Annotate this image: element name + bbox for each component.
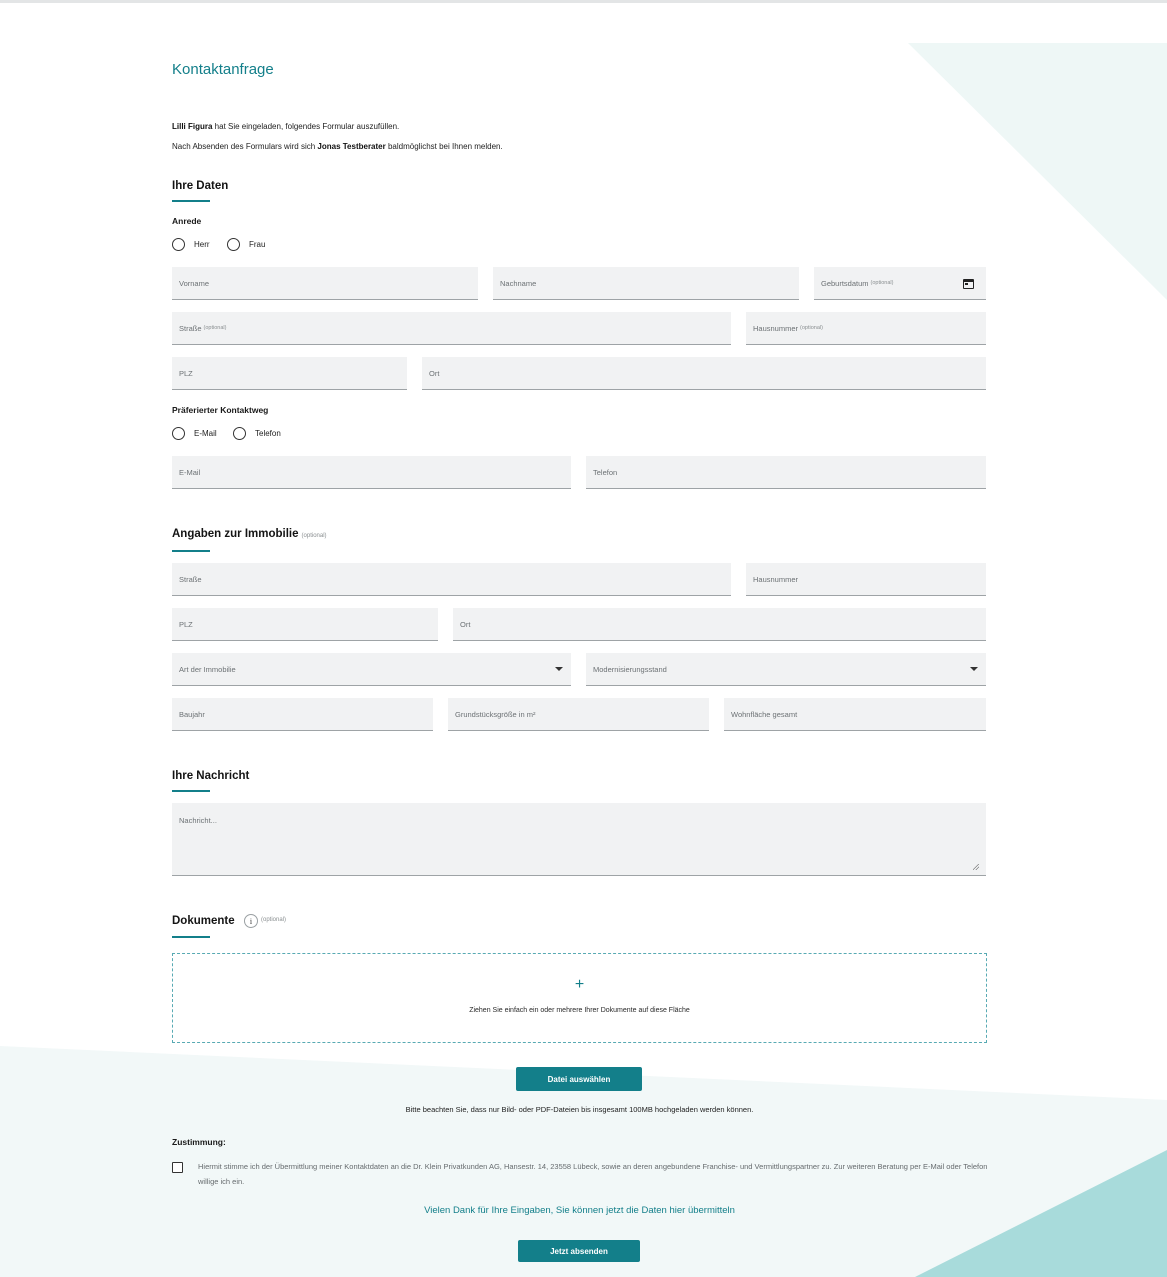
email-placeholder: E-Mail: [179, 467, 201, 477]
hausnummer-field[interactable]: [746, 312, 986, 345]
intro-invitation-text: hat Sie eingeladen, folgendes Formular auszufüllen.: [212, 122, 400, 131]
consent-text: Hiermit stimme ich der Übermittlung meiner Kontaktdaten an die Dr. Klein Privatkunden AG, Hansestr. 14, 23558 Lübeck, sowie an deren angebundene Franchise- und Vermittlungspartner zu. Zur weiteren Beratung per E-Mail oder Telefon willige ich ein.: [198, 1162, 988, 1186]
modernisierungsstand-select[interactable]: [586, 653, 986, 686]
hausnummer-placeholder: Hausnummer: [753, 323, 799, 333]
immobilie-heading: Angaben zur Immobilie: [172, 528, 299, 540]
nachname-field[interactable]: [493, 267, 799, 300]
nachname-placeholder: Nachname: [500, 278, 537, 288]
optional-hint: (optional): [203, 325, 227, 331]
nachricht-placeholder: Nachricht...: [179, 816, 217, 825]
immobilie-plz-placeholder: PLZ: [179, 619, 193, 629]
baujahr-field[interactable]: [172, 698, 433, 731]
geburtsdatum-placeholder: Geburtsdatum: [821, 278, 869, 288]
intro-invitation: [172, 122, 399, 132]
intro-followup-pre: Nach Absenden des Formulars wird sich: [172, 142, 318, 151]
telefon-field[interactable]: [586, 456, 986, 489]
plus-icon: +: [574, 976, 585, 993]
thanks-message: Vielen Dank für Ihre Eingaben, Sie können jetzt die Daten hier übermitteln: [424, 1205, 735, 1216]
kontaktweg-label: Präferierter Kontaktweg: [172, 405, 269, 415]
dropzone-hint: Ziehen Sie einfach ein oder mehrere Ihrer Dokumente auf diese Fläche: [469, 1007, 690, 1014]
immobilie-strasse-placeholder: Straße: [179, 574, 202, 584]
modernisierungsstand-placeholder: Modernisierungsstand: [593, 664, 667, 674]
optional-hint: (optional): [870, 280, 894, 286]
email-field[interactable]: [172, 456, 571, 489]
geburtsdatum-field[interactable]: [814, 267, 986, 300]
chevron-down-icon: [970, 667, 978, 671]
optional-hint: (optional): [800, 325, 823, 331]
chevron-down-icon: [555, 667, 563, 671]
nachricht-textarea[interactable]: [172, 803, 986, 876]
radio-herr[interactable]: [172, 238, 210, 251]
advisor-name: Jonas Testberater: [317, 142, 386, 151]
upload-note: Bitte beachten Sie, dass nur Bild- oder PDF-Dateien bis insgesamt 100MB hochgeladen werden können.: [405, 1105, 754, 1114]
radio-kontakt-email[interactable]: [172, 427, 217, 440]
consent-checkbox[interactable]: [172, 1162, 183, 1173]
page-title: Kontaktanfrage: [172, 61, 274, 78]
immobilie-strasse-field[interactable]: [172, 563, 731, 596]
section-underline: [172, 200, 210, 202]
radio-label-email: E-Mail: [194, 429, 217, 438]
strasse-field[interactable]: [172, 312, 731, 345]
section-title-dokumente: Dokumente: [172, 915, 235, 927]
immobilie-hausnummer-placeholder: Hausnummer: [753, 574, 799, 584]
zustimmung-label: Zustimmung:: [172, 1137, 226, 1147]
vorname-placeholder: Vorname: [179, 278, 210, 288]
radio-label-frau: Frau: [249, 240, 266, 249]
radio-circle[interactable]: [233, 427, 246, 440]
document-dropzone[interactable]: [172, 953, 987, 1043]
radio-frau[interactable]: [227, 238, 265, 251]
strasse-placeholder: Straße: [179, 323, 202, 333]
anrede-label: Anrede: [172, 216, 202, 226]
section-underline: [172, 936, 210, 938]
radio-circle[interactable]: [172, 238, 185, 251]
immobilie-ort-placeholder: Ort: [460, 619, 471, 629]
radio-label-herr: Herr: [194, 240, 210, 249]
intro-followup: [172, 142, 503, 152]
section-title-immobilie: [172, 528, 327, 540]
grundstuecksgroesse-field[interactable]: [448, 698, 709, 731]
plz-placeholder: PLZ: [179, 368, 193, 378]
wohnflaeche-placeholder: Wohnfläche gesamt: [731, 709, 798, 719]
vorname-field[interactable]: [172, 267, 478, 300]
plz-field[interactable]: [172, 357, 407, 390]
radio-circle[interactable]: [172, 427, 185, 440]
intro-followup-post: baldmöglichst bei Ihnen melden.: [385, 142, 503, 151]
ort-field[interactable]: [422, 357, 986, 390]
section-title-nachricht: Ihre Nachricht: [172, 770, 250, 782]
optional-hint: (optional): [261, 917, 287, 923]
art-der-immobilie-select[interactable]: [172, 653, 571, 686]
section-underline: [172, 790, 210, 792]
ort-placeholder: Ort: [429, 368, 440, 378]
resize-grip-icon[interactable]: [973, 864, 979, 870]
inviter-name: Lilli Figura: [172, 122, 213, 131]
section-title-ihre-daten: Ihre Daten: [172, 180, 229, 192]
submit-button[interactable]: Jetzt absenden: [518, 1240, 640, 1262]
immobilie-plz-field[interactable]: [172, 608, 438, 641]
calendar-icon[interactable]: [963, 279, 974, 289]
optional-hint: (optional): [301, 533, 327, 539]
section-underline: [172, 550, 210, 552]
baujahr-placeholder: Baujahr: [179, 709, 205, 719]
wohnflaeche-field[interactable]: [724, 698, 986, 731]
datei-auswaehlen-button[interactable]: Datei auswählen: [516, 1067, 642, 1091]
telefon-placeholder: Telefon: [593, 467, 618, 477]
art-der-immobilie-placeholder: Art der Immobilie: [179, 664, 236, 674]
radio-circle[interactable]: [227, 238, 240, 251]
radio-kontakt-telefon[interactable]: [233, 427, 281, 440]
radio-label-telefon: Telefon: [255, 429, 281, 438]
immobilie-ort-field[interactable]: [453, 608, 986, 641]
bg-shape-top-right: [908, 43, 1167, 300]
info-icon[interactable]: i: [244, 914, 258, 928]
immobilie-hausnummer-field[interactable]: [746, 563, 986, 596]
grundstuecksgroesse-placeholder: Grundstücksgröße in m²: [455, 709, 536, 719]
